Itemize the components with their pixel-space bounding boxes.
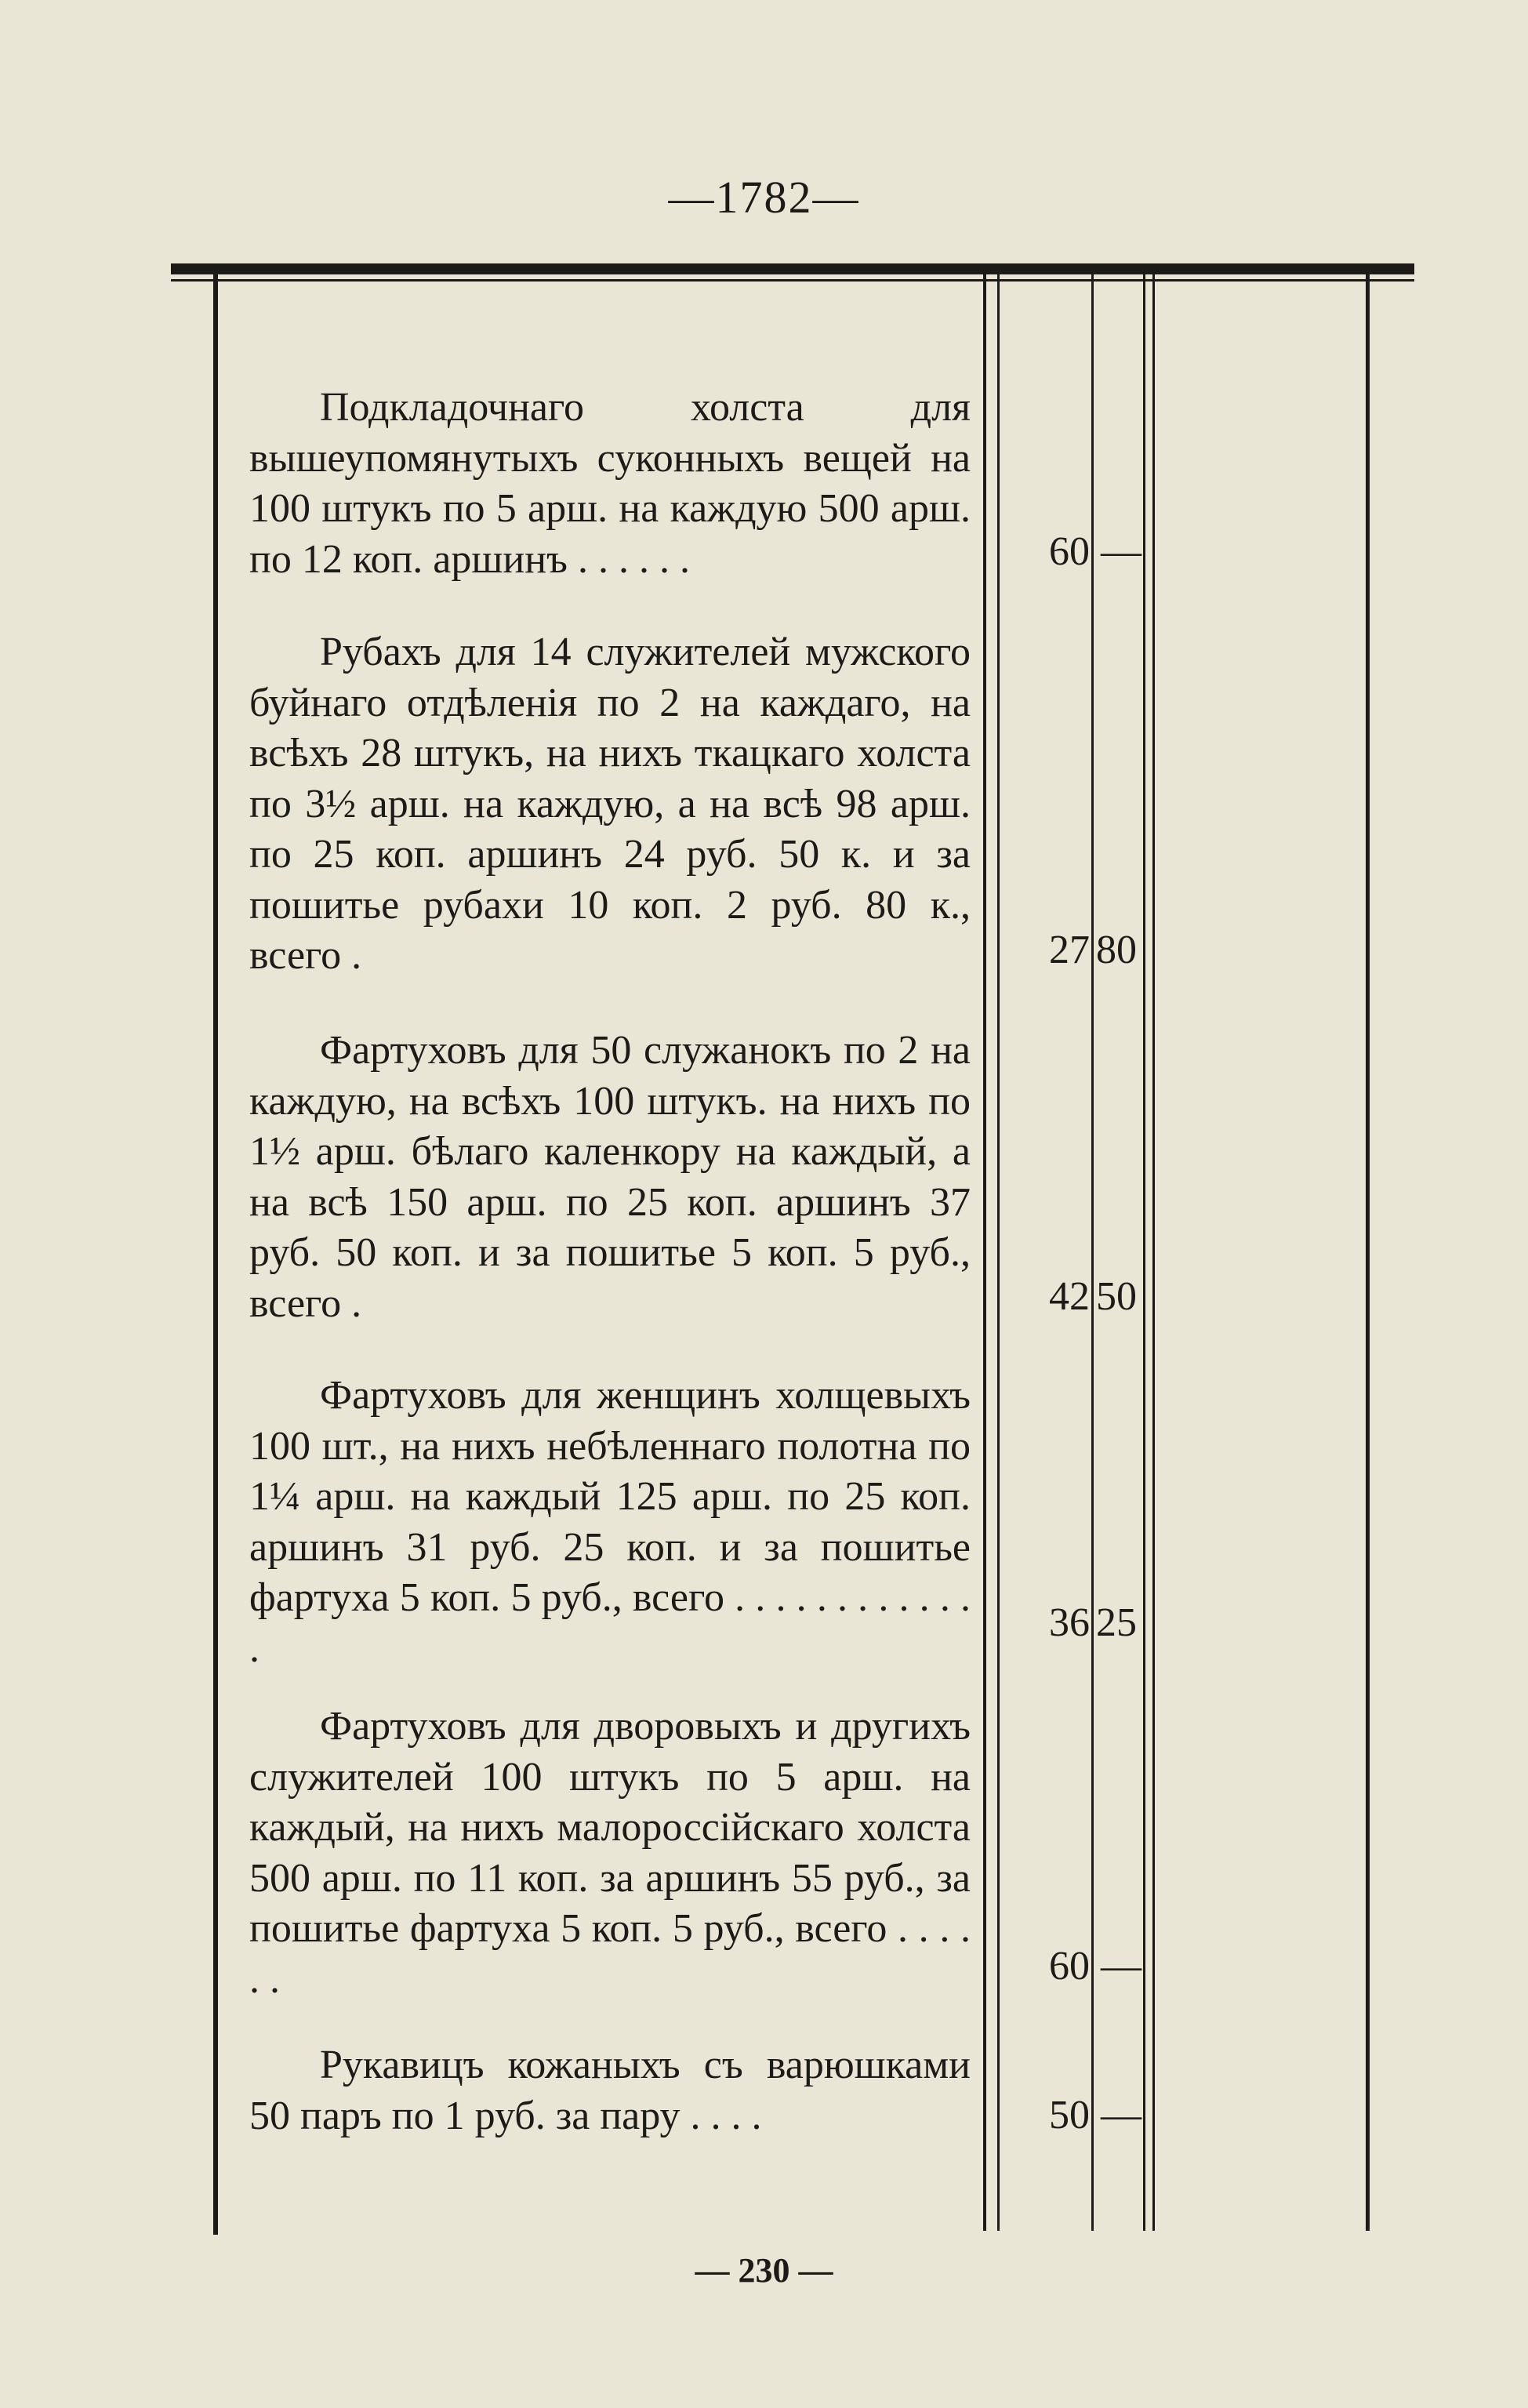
entry-description: Фартуховъ для 50 служанокъ по 2 на каждую, на всѣхъ 100 штукъ. на нихъ по 1½ арш. бѣлаго каленкору на каждый, а на всѣ 150 арш. по 25 коп. аршинъ 37 руб. 50 коп. и за пошитье 5 коп. 5 руб., всего . <box>249 1028 971 1326</box>
page-header-number: —1782— <box>668 172 860 223</box>
entry-2-rubles: 27 <box>1049 928 1090 972</box>
entry-description: Фартуховъ для женщинъ холщевыхъ 100 шт., на нихъ небѣленнаго полотна по 1¼ арш. на каждый 125 арш. по 25 коп. аршинъ 31 руб. 25 коп. и за пошитье фартуха 5 коп. 5 руб., всего . . . . . . . . . . . . . <box>249 1373 971 1671</box>
entry-4-rubles: 36 <box>1049 1600 1090 1645</box>
entry-description: Рукавицъ кожаныхъ съ варюшками 50 паръ по 1 руб. за пару . . . . <box>249 2043 971 2138</box>
entry-6-kopecks: — <box>1101 2093 1141 2137</box>
entry-description: Фартуховъ для дворовыхъ и другихъ служителей 100 штукъ по 5 арш. на каждый, на нихъ малороссійскаго холста 500 арш. по 11 коп. за аршинъ 55 руб., за пошитье фартуха 5 коп. 5 руб., всего . . . . . . <box>249 1704 971 2002</box>
entry-5-kopecks: — <box>1101 1944 1141 1989</box>
entry-2-kopecks: 80 <box>1096 928 1137 972</box>
table-top-rule-thin <box>171 279 1414 281</box>
entry-description: Подкладочнаго холста для вышеупомянутыхъ суконныхъ вещей на 100 штукъ по 5 арш. на каждую 500 арш. по 12 коп. аршинъ . . . . . . <box>249 385 971 582</box>
entry-4-kopecks: 25 <box>1096 1600 1137 1645</box>
table-top-rule <box>171 263 1414 274</box>
entry-description: Рубахъ для 14 служителей мужского буйнаго отдѣленія по 2 на каждаго, на всѣхъ 28 штукъ, на нихъ ткацкаго холста по 3½ арш. на каждую, а на всѣ 98 арш. по 25 коп. аршинъ 24 руб. 50 к. и за пошитье рубахи 10 коп. 2 руб. 80 к., всего . <box>249 630 971 978</box>
rubles-kopecks-divider <box>1091 274 1094 2231</box>
right-border-rule <box>1366 274 1370 2231</box>
entry-6-rubles: 50 <box>1049 2093 1090 2137</box>
footer-page-number: — 230 — <box>695 2251 833 2290</box>
entry-3-kopecks: 50 <box>1096 1274 1137 1319</box>
entry-1-kopecks: — <box>1101 529 1141 574</box>
left-border-rule <box>213 274 218 2235</box>
entry-1-rubles: 60 <box>1049 529 1090 574</box>
entry-5-rubles: 60 <box>1049 1944 1090 1989</box>
entry-3-rubles: 42 <box>1049 1274 1090 1319</box>
